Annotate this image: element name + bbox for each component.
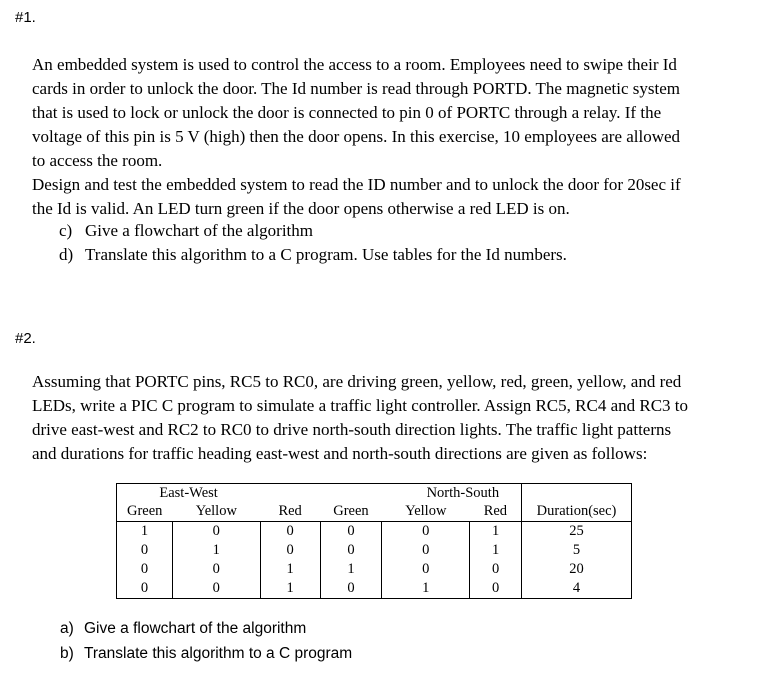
paragraph-line: the Id is valid. An LED turn green if the door opens otherwise a red LED is on. (32, 199, 570, 218)
table-cell: 1 (260, 579, 320, 599)
table-cell: 0 (117, 541, 173, 560)
section2-heading: #2. (15, 330, 36, 347)
item-marker: b) (60, 645, 74, 662)
table-cell: 0 (382, 560, 470, 579)
item-marker: d) (59, 245, 74, 264)
table-cell: 0 (260, 541, 320, 560)
table-cell: 1 (172, 541, 260, 560)
section1-heading: #1. (15, 9, 36, 26)
table-cell: 1 (470, 541, 522, 560)
table-cell: 0 (172, 560, 260, 579)
table-row (117, 560, 632, 579)
table-cell: 0 (470, 560, 522, 579)
table-cell: 0 (320, 541, 382, 560)
item-marker: c) (59, 221, 73, 240)
table-cell: 1 (320, 560, 382, 579)
traffic-light-table (116, 483, 632, 599)
table-row (117, 522, 632, 542)
paragraph-line: cards in order to unlock the door. The Id number is read through PORTD. The magnetic system (32, 79, 680, 98)
paragraph-line: An embedded system is used to control the access to a room. Employees need to swipe their Id (32, 55, 677, 74)
table-cell: 0 (470, 579, 522, 599)
table-cell: 25 (522, 522, 632, 542)
paragraph-line: voltage of this pin is 5 V (high) then the door opens. In this exercise, 10 employees are allowed (32, 127, 681, 146)
table-cell: 5 (522, 541, 632, 560)
paragraph-line: to access the room. (32, 151, 163, 170)
paragraph-line: drive east-west and RC2 to RC0 to drive north-south direction lights. The traffic light patterns (32, 420, 672, 439)
table-cell: 1 (382, 579, 470, 599)
table-cell: 0 (382, 522, 470, 542)
table-cell: 0 (117, 579, 173, 599)
column-header: Red (470, 502, 522, 522)
paragraph-line: that is used to lock or unlock the door is connected to pin 0 of PORTC through a relay. If the (32, 103, 662, 122)
paragraph-line: and durations for traffic heading east-west and north-south directions are given as follows: (32, 444, 648, 463)
item-marker: a) (60, 620, 74, 637)
column-header: Yellow (172, 502, 260, 522)
table-cell: 1 (260, 560, 320, 579)
table-cell: 0 (382, 541, 470, 560)
table-header-row (117, 502, 632, 522)
item-text: Translate this algorithm to a C program (84, 645, 353, 662)
paragraph-line: Assuming that PORTC pins, RC5 to RC0, are driving green, yellow, red, green, yellow, and red (32, 372, 682, 391)
section1-item-c (59, 221, 314, 241)
table-cell: 0 (117, 560, 173, 579)
section2-item-b (60, 645, 353, 663)
item-text: Translate this algorithm to a C program. Use tables for the Id numbers. (85, 245, 567, 264)
table-cell: 1 (117, 522, 173, 542)
table-cell: 0 (320, 579, 382, 599)
table-row (117, 579, 632, 599)
column-header: Green (117, 502, 173, 522)
paragraph-line: Design and test the embedded system to read the ID number and to unlock the door for 20sec if (32, 175, 681, 194)
column-header: Duration(sec) (522, 502, 632, 522)
table-cell: 0 (172, 522, 260, 542)
group-header-east-west: East-West (159, 485, 218, 501)
table-cell: 20 (522, 560, 632, 579)
item-text: Give a flowchart of the algorithm (85, 221, 314, 240)
table-cell: 0 (320, 522, 382, 542)
group-header-north-south: North-South (426, 485, 500, 501)
column-header: Yellow (382, 502, 470, 522)
section2-item-a (60, 620, 307, 638)
table-cell: 0 (172, 579, 260, 599)
table-cell: 0 (260, 522, 320, 542)
column-header: Red (260, 502, 320, 522)
section1-item-d (59, 245, 567, 265)
column-header: Green (320, 502, 382, 522)
section2-paragraph (32, 370, 688, 466)
table-group-header-row (117, 484, 632, 503)
table-row (117, 541, 632, 560)
table-cell: 1 (470, 522, 522, 542)
section1-paragraph (32, 53, 681, 221)
table-cell: 4 (522, 579, 632, 599)
paragraph-line: LEDs, write a PIC C program to simulate a traffic light controller. Assign RC5, RC4 and RC3 to (32, 396, 689, 415)
item-text: Give a flowchart of the algorithm (84, 620, 307, 637)
